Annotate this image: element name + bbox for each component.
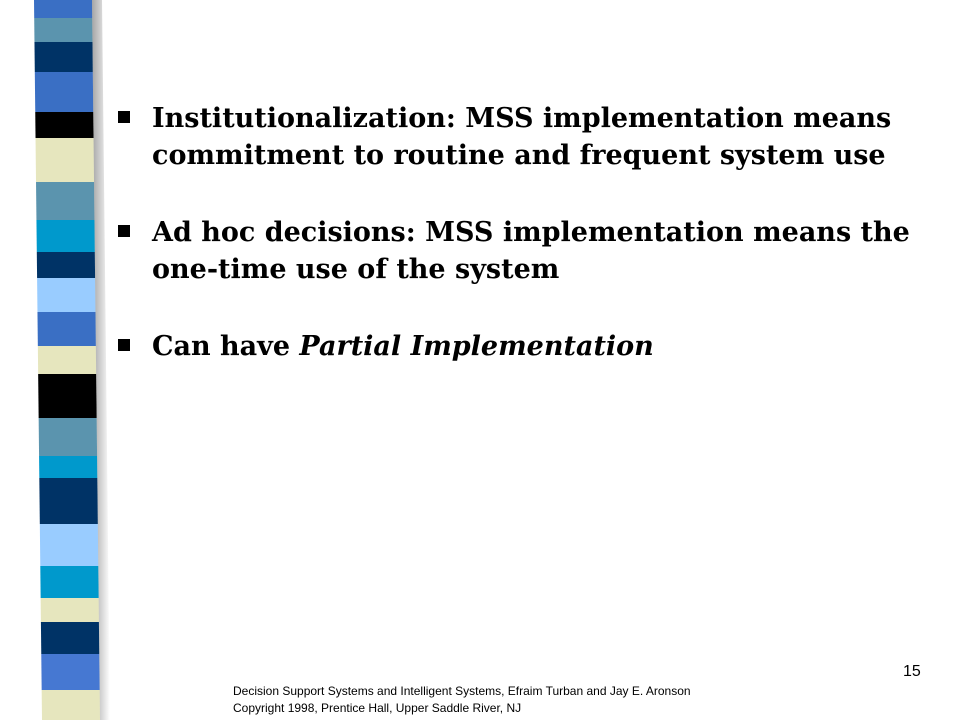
bullet-list bbox=[118, 100, 938, 365]
bullet-text: Can have bbox=[152, 331, 300, 362]
stripe-block bbox=[37, 312, 95, 346]
stripe-block bbox=[36, 138, 94, 182]
stripe-block bbox=[37, 278, 95, 312]
stripe-block bbox=[37, 252, 95, 278]
stripe-block bbox=[40, 566, 98, 598]
square-bullet-icon bbox=[118, 111, 130, 123]
bullet-text: Ad hoc decisions: MSS implementation means the one-time use of the system bbox=[152, 217, 910, 285]
stripe-block bbox=[39, 478, 98, 524]
stripe-block bbox=[38, 346, 96, 374]
stripe-block bbox=[39, 418, 97, 456]
bullet-partial-implementation bbox=[118, 328, 938, 365]
stripe-block bbox=[36, 182, 94, 220]
stripe-block bbox=[34, 18, 92, 42]
stripe-block bbox=[35, 112, 93, 138]
stripe-block bbox=[35, 72, 93, 112]
stripe-block bbox=[34, 0, 92, 18]
footer-copyright: Copyright 1998, Prentice Hall, Upper Saddle River, NJ bbox=[233, 701, 522, 715]
stripe-block bbox=[40, 524, 98, 566]
stripe-block bbox=[39, 456, 97, 478]
decorative-stripe-bar bbox=[0, 0, 110, 720]
stripe-block bbox=[41, 598, 99, 622]
square-bullet-icon bbox=[118, 339, 130, 351]
stripe-block bbox=[34, 42, 92, 72]
stripe-block bbox=[41, 654, 99, 690]
stripe-block bbox=[42, 690, 100, 720]
square-bullet-icon bbox=[118, 225, 130, 237]
bullet-emphasis: Partial Implementation bbox=[299, 331, 654, 362]
stripe-block bbox=[41, 622, 99, 654]
bullet-ad-hoc-decisions bbox=[118, 214, 938, 288]
slide-number: 15 bbox=[903, 663, 921, 680]
stripe-block bbox=[38, 374, 96, 418]
stripe-block bbox=[36, 220, 94, 252]
slide-footer bbox=[233, 683, 691, 717]
bullet-institutionalization bbox=[118, 100, 938, 174]
footer-citation: Decision Support Systems and Intelligent Systems, Efraim Turban and Jay E. Aronson bbox=[233, 684, 691, 698]
bullet-text: Institutionalization: MSS implementation means commitment to routine and frequent system use bbox=[152, 103, 892, 171]
